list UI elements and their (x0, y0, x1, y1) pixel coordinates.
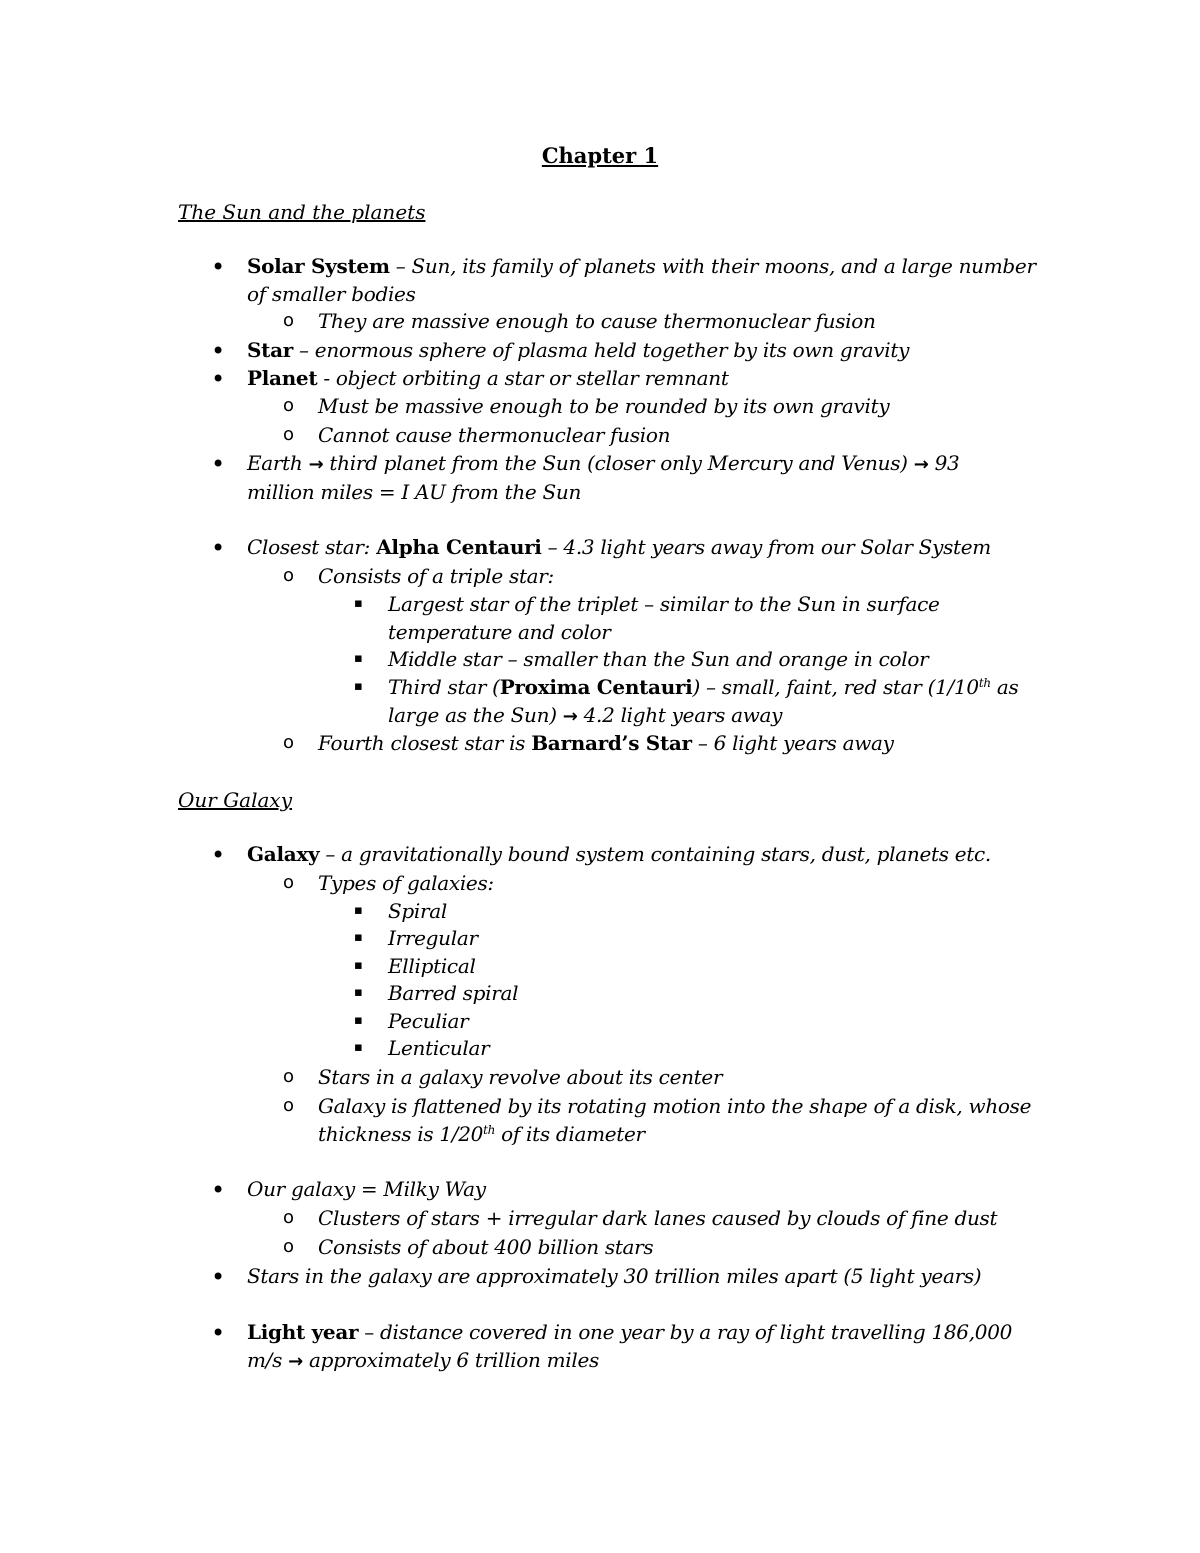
list-item-earth (247, 450, 987, 506)
square-bullet-icon: ▪ (354, 679, 363, 694)
circle-bullet-icon: o (283, 1207, 295, 1228)
closest-text: Closest star: (247, 535, 377, 559)
circle-bullet-icon: o (283, 1236, 295, 1257)
definition-text: - object orbiting a star or stellar remnant (317, 366, 729, 390)
earth-text: third planet from the Sun (closer only Mercury and Venus) (323, 451, 914, 475)
galaxy-type-peculiar: Peculiar (388, 1009, 469, 1033)
list-item-stars-revolve: Stars in a galaxy revolve about its center (318, 1065, 723, 1089)
third-text: 4.2 light years away (577, 702, 783, 727)
circle-bullet-icon: o (283, 424, 295, 445)
bullet-icon: • (211, 337, 226, 365)
term-light-year: Light year (247, 1320, 359, 1344)
bullet-icon: • (211, 365, 226, 393)
list-item-largest-star: Largest star of the triplet – similar to the Sun in surface temperature and color (388, 592, 940, 644)
circle-bullet-icon: o (283, 1095, 295, 1116)
definition-text: – enormous sphere of plasma held together by its own gravity (299, 338, 910, 362)
bullet-icon: • (211, 450, 226, 478)
bullet-icon: • (211, 1263, 226, 1291)
list-item-third-star (388, 674, 1048, 730)
list-item-galaxy (247, 841, 1107, 869)
square-bullet-icon: ▪ (354, 651, 363, 666)
term-barnards-star: Barnard’s Star (531, 731, 692, 755)
galaxy-type-irregular: Irregular (388, 926, 478, 950)
third-text: as large as the Sun) (388, 675, 1019, 727)
circle-bullet-icon: o (283, 395, 295, 416)
bullet-icon: • (211, 841, 226, 869)
fourth-text: Fourth closest star is (318, 731, 532, 755)
flattened-text: of its diameter (495, 1121, 645, 1146)
list-item-stars-apart: Stars in the galaxy are approximately 30 trillion miles apart (5 light years) (247, 1264, 982, 1288)
term-alpha-centauri: Alpha Centauri (376, 535, 542, 559)
term-planet: Planet (247, 366, 318, 390)
list-item-galaxy-types: Types of galaxies: (318, 871, 494, 895)
term-proxima-centauri: Proxima Centauri (499, 675, 693, 699)
arrow-right-icon: → (308, 454, 324, 475)
arrow-right-icon: → (562, 705, 578, 727)
definition-text: – Sun, its family of planets with their moons, and a large number of smaller bodies (247, 254, 1036, 306)
list-item-milky-way: Our galaxy = Milky Way (247, 1177, 486, 1201)
term-solar-system: Solar System (247, 254, 390, 278)
galaxy-type-barred-spiral: Barred spiral (388, 981, 519, 1005)
bullet-icon: • (211, 1176, 226, 1204)
superscript: th (978, 676, 991, 690)
list-item-planet-no-fusion: Cannot cause thermonuclear fusion (318, 423, 671, 447)
circle-bullet-icon: o (283, 310, 295, 331)
circle-bullet-icon: o (283, 1066, 295, 1087)
list-item-light-year (247, 1319, 1017, 1375)
definition-text: approximately 6 trillion miles (302, 1347, 600, 1372)
list-item-fourth-closest (318, 730, 1098, 758)
list-item-planet-rounded: Must be massive enough to be rounded by its own gravity (318, 394, 890, 418)
circle-bullet-icon: o (283, 732, 295, 753)
list-item-clusters: Clusters of stars + irregular dark lanes caused by clouds of fine dust (318, 1206, 998, 1230)
square-bullet-icon: ▪ (354, 903, 363, 918)
term-galaxy: Galaxy (247, 842, 320, 866)
bullet-icon: • (211, 253, 226, 281)
galaxy-type-lenticular: Lenticular (388, 1036, 490, 1060)
third-text: ) – small, faint, red star (1/10 (692, 675, 979, 699)
closest-text: – 4.3 light years away from our Solar System (541, 535, 991, 559)
list-item-middle-star: Middle star – smaller than the Sun and orange in color (388, 647, 929, 671)
bullet-icon: • (211, 1319, 226, 1347)
square-bullet-icon: ▪ (354, 958, 363, 973)
square-bullet-icon: ▪ (354, 596, 363, 611)
bullet-icon: • (211, 534, 226, 562)
flattened-text: Galaxy is flattened by its rotating motion into the shape of a disk, whose thickness is 1/20 (318, 1094, 1032, 1146)
fourth-text: – 6 light years away (691, 731, 894, 755)
list-item-solar-system (247, 253, 1037, 308)
arrow-right-icon: → (913, 454, 929, 475)
circle-bullet-icon: o (283, 565, 295, 586)
section-heading-our-galaxy: Our Galaxy (178, 788, 292, 812)
section-heading-sun-planets: The Sun and the planets (178, 200, 426, 224)
galaxy-type-spiral: Spiral (388, 899, 447, 923)
square-bullet-icon: ▪ (354, 930, 363, 945)
list-item-fusion-note: They are massive enough to cause thermonuclear fusion (318, 309, 876, 333)
earth-text: 93 million miles = I AU from the Sun (247, 451, 960, 504)
galaxy-type-elliptical: Elliptical (388, 954, 476, 978)
term-star: Star (247, 338, 293, 362)
definition-text: – distance covered in one year by a ray of light travelling 186,000 m/s (247, 1320, 1013, 1372)
list-item-star-count: Consists of about 400 billion stars (318, 1235, 654, 1259)
definition-text: – a gravitationally bound system containing stars, dust, planets etc. (319, 842, 991, 866)
superscript: th (483, 1122, 496, 1137)
circle-bullet-icon: o (283, 872, 295, 893)
page-title: Chapter 1 (541, 143, 659, 168)
square-bullet-icon: ▪ (354, 1013, 363, 1028)
list-item-galaxy-flattened (318, 1093, 1038, 1148)
list-item-closest-star (247, 534, 1067, 562)
square-bullet-icon: ▪ (354, 1040, 363, 1055)
list-item-planet (247, 365, 1047, 393)
third-text: Third star ( (388, 675, 500, 699)
list-item-triple-star: Consists of a triple star: (318, 564, 554, 588)
arrow-right-icon: → (288, 1350, 303, 1372)
list-item-star (247, 337, 1047, 365)
square-bullet-icon: ▪ (354, 985, 363, 1000)
earth-text: Earth (247, 451, 309, 475)
